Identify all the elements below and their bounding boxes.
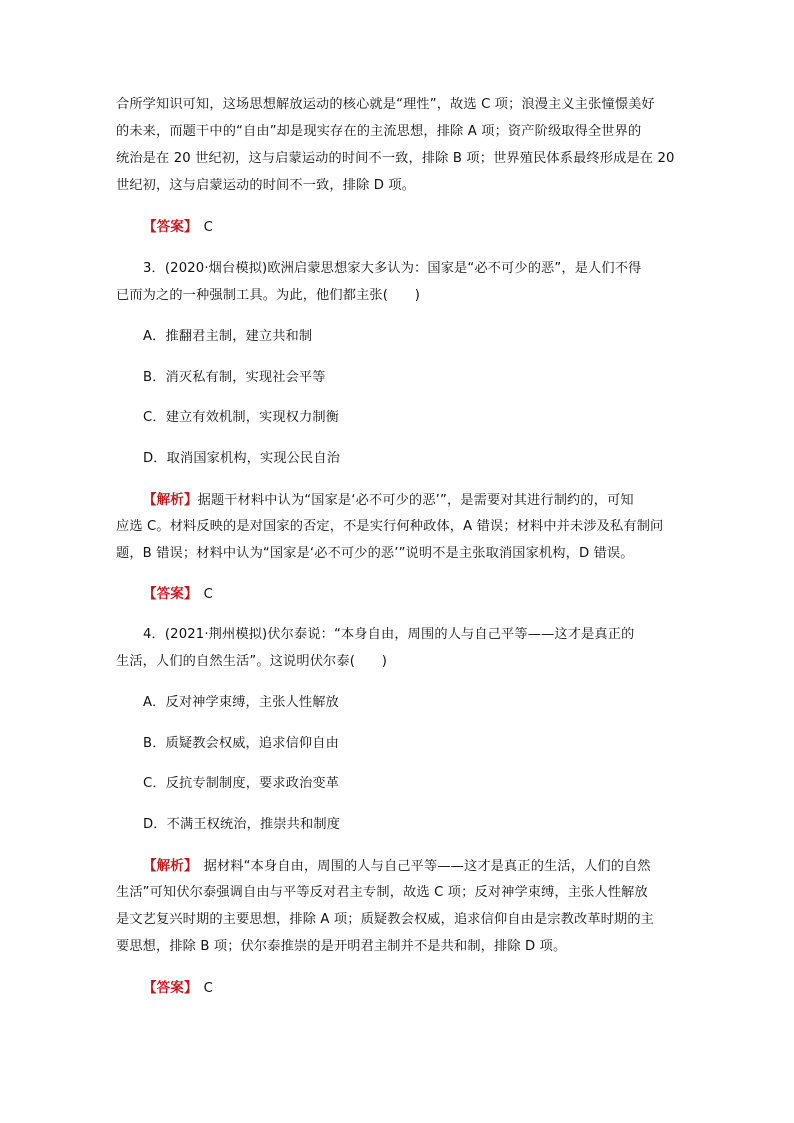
q4-option-d: D．不满王权统治，推崇共和制度: [143, 817, 341, 832]
q3-option-a: A．推翻君主制，建立共和制: [143, 329, 313, 344]
answer-label: 【答案】: [143, 586, 198, 602]
answer-label: 【答案】: [143, 980, 198, 996]
q4-option-c: C．反抗专制制度，要求政治变革: [143, 776, 340, 791]
q3-stem-line-2: 已而为之的一种强制工具。为此，他们都主张( ): [116, 288, 421, 303]
q3-option-c: C．建立有效机制，实现权力制衡: [143, 410, 340, 425]
analysis-label: 【解析】: [143, 492, 198, 508]
answer-label: 【答案】: [143, 219, 198, 235]
q4-stem-line-1: 4．(2021·荆州模拟)伏尔泰说：“本身自由，周围的人与自己平等——这才是真正的: [143, 627, 635, 642]
q4-analysis-line-1: [143, 857, 651, 876]
q3-answer: [143, 585, 213, 604]
answer-value: C: [203, 220, 213, 235]
answer-value: C: [203, 587, 213, 602]
q4-analysis-line-3: 是文艺复兴时期的主要思想，排除 A 项；质疑教会权威，追求信仰自由是宗教改革时期的主: [116, 912, 655, 927]
q3-analysis-line-3: 题，B 错误；材料中认为“国家是‘必不可少的恶’”说明不是主张取消国家机构，D 错误。: [116, 546, 634, 561]
analysis-label: 【解析】: [143, 858, 198, 874]
q4-stem-line-2: 生活，人们的自然生活”。这说明伏尔泰( ): [116, 654, 387, 669]
q3-analysis-line-1: [143, 491, 634, 510]
answer-value: C: [203, 981, 213, 996]
answer-prev: [143, 218, 213, 237]
q3-option-b: B．消灭私有制，实现社会平等: [143, 370, 326, 385]
q4-analysis-first: 据材料“本身自由，周围的人与自己平等——这才是真正的生活，人们的自然: [203, 859, 651, 874]
q4-option-b: B．质疑教会权威，追求信仰自由: [143, 736, 339, 751]
q4-analysis-line-2: 生活”可知伏尔泰强调自由与平等反对君主专制，故选 C 项；反对神学束缚，主张人性解放: [116, 885, 648, 900]
q4-answer: [143, 979, 213, 998]
intro-line-2: 的未来，而题干中的“自由”却是现实存在的主流思想，排除 A 项；资产阶级取得全世界的: [116, 124, 642, 139]
intro-line-1: 合所学知识可知，这场思想解放运动的核心就是“理性”，故选 C 项；浪漫主义主张憧憬美好: [116, 97, 655, 112]
intro-line-3: 统治是在 20 世纪初，这与启蒙运动的时间不一致，排除 B 项；世界殖民体系最终形成是在 20: [116, 151, 675, 166]
q3-analysis-line-2: 应选 C。材料反映的是对国家的否定，不是实行何种政体，A 错误；材料中并未涉及私有制问: [116, 519, 664, 534]
q4-analysis-line-4: 要思想，排除 B 项；伏尔泰推崇的是开明君主制并不是共和制，排除 D 项。: [116, 939, 567, 954]
q4-option-a: A．反对神学束缚，主张人性解放: [143, 695, 339, 710]
intro-line-4: 世纪初，这与启蒙运动的时间不一致，排除 D 项。: [116, 178, 416, 193]
q3-option-d: D．取消国家机构，实现公民自治: [143, 451, 341, 466]
q3-analysis-first: 据题干材料中认为“国家是‘必不可少的恶’”，是需要对其进行制约的，可知: [197, 493, 634, 508]
q3-stem-line-1: 3．(2020·烟台模拟)欧洲启蒙思想家大多认为：国家是“必不可少的恶”，是人们不得: [143, 261, 642, 276]
